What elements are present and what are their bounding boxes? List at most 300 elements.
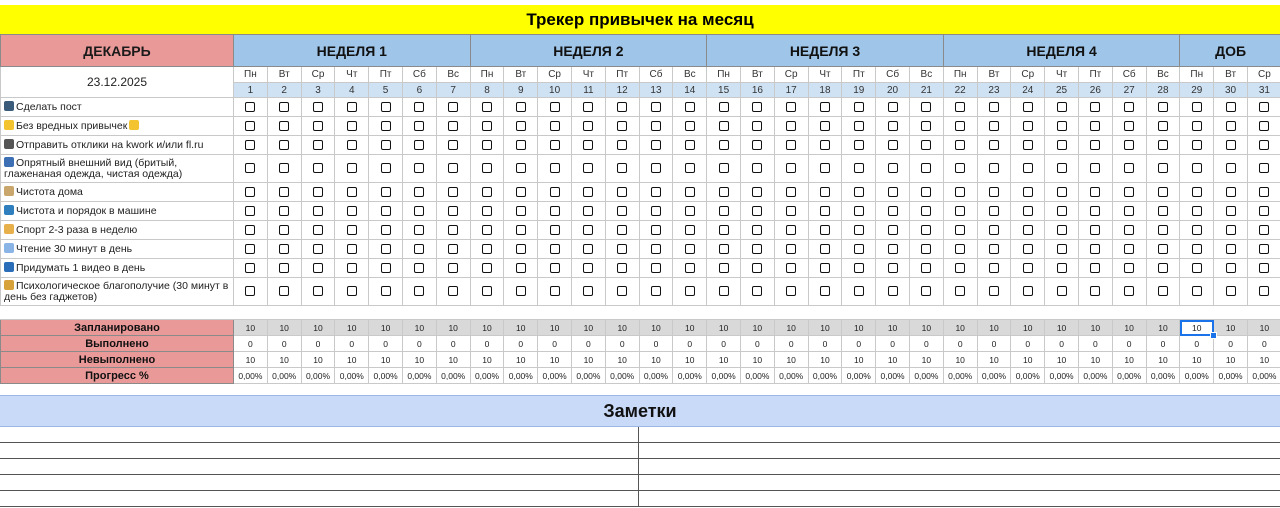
habit-checkbox[interactable] — [820, 225, 830, 235]
habit-checkbox[interactable] — [381, 225, 391, 235]
habit-checkbox[interactable] — [482, 206, 492, 216]
habit-checkbox[interactable] — [1057, 140, 1067, 150]
habit-checkbox[interactable] — [583, 244, 593, 254]
habit-checkbox[interactable] — [482, 121, 492, 131]
habit-checkbox[interactable] — [1090, 102, 1100, 112]
habit-checkbox[interactable] — [955, 244, 965, 254]
summary-value[interactable]: 0,00% — [267, 368, 301, 384]
summary-value[interactable]: 10 — [1247, 320, 1280, 336]
habit-checkbox[interactable] — [414, 187, 424, 197]
habit-checkbox[interactable] — [1124, 286, 1134, 296]
habit-checkbox[interactable] — [313, 263, 323, 273]
summary-value[interactable]: 0 — [470, 336, 504, 352]
habit-checkbox[interactable] — [1259, 206, 1269, 216]
note-cell-left[interactable] — [0, 443, 639, 458]
habit-checkbox[interactable] — [719, 102, 729, 112]
habit-checkbox[interactable] — [550, 206, 560, 216]
habit-checkbox[interactable] — [719, 187, 729, 197]
summary-value[interactable]: 0 — [1112, 336, 1146, 352]
summary-value[interactable]: 10 — [707, 320, 741, 336]
habit-checkbox[interactable] — [685, 121, 695, 131]
habit-checkbox[interactable] — [1259, 263, 1269, 273]
habit-checkbox[interactable] — [550, 163, 560, 173]
habit-checkbox[interactable] — [1158, 121, 1168, 131]
summary-value[interactable]: 10 — [1214, 352, 1248, 368]
habit-checkbox[interactable] — [1090, 263, 1100, 273]
habit-checkbox[interactable] — [448, 140, 458, 150]
habit-checkbox[interactable] — [313, 121, 323, 131]
summary-value[interactable]: 10 — [1112, 320, 1146, 336]
habit-checkbox[interactable] — [719, 206, 729, 216]
habit-checkbox[interactable] — [583, 121, 593, 131]
habit-checkbox[interactable] — [482, 244, 492, 254]
habit-checkbox[interactable] — [347, 121, 357, 131]
habit-checkbox[interactable] — [1124, 263, 1134, 273]
habit-checkbox[interactable] — [550, 121, 560, 131]
habit-checkbox[interactable] — [617, 187, 627, 197]
habit-checkbox[interactable] — [955, 102, 965, 112]
habit-checkbox[interactable] — [381, 102, 391, 112]
summary-value[interactable]: 0 — [943, 336, 977, 352]
summary-value[interactable]: 10 — [436, 352, 470, 368]
habit-checkbox[interactable] — [381, 206, 391, 216]
habit-checkbox[interactable] — [854, 263, 864, 273]
summary-value[interactable]: 10 — [1214, 320, 1248, 336]
habit-checkbox[interactable] — [313, 206, 323, 216]
habit-checkbox[interactable] — [381, 163, 391, 173]
habit-checkbox[interactable] — [989, 187, 999, 197]
habit-checkbox[interactable] — [313, 244, 323, 254]
habit-checkbox[interactable] — [1023, 286, 1033, 296]
habit-checkbox[interactable] — [1124, 187, 1134, 197]
habit-checkbox[interactable] — [1090, 206, 1100, 216]
habit-checkbox[interactable] — [719, 140, 729, 150]
note-cell-right[interactable] — [639, 475, 1280, 490]
habit-checkbox[interactable] — [617, 263, 627, 273]
summary-value[interactable]: 10 — [504, 320, 538, 336]
summary-value[interactable]: 0 — [1214, 336, 1248, 352]
habit-checkbox[interactable] — [854, 102, 864, 112]
habit-name-cell[interactable] — [1, 278, 234, 306]
habit-checkbox[interactable] — [1124, 121, 1134, 131]
summary-value[interactable]: 10 — [1011, 352, 1045, 368]
summary-value[interactable]: 10 — [571, 320, 605, 336]
summary-value[interactable]: 0 — [1247, 336, 1280, 352]
habit-checkbox[interactable] — [752, 263, 762, 273]
summary-value[interactable]: 0,00% — [1146, 368, 1180, 384]
habit-checkbox[interactable] — [1158, 206, 1168, 216]
habit-checkbox[interactable] — [854, 187, 864, 197]
habit-checkbox[interactable] — [1124, 206, 1134, 216]
summary-value[interactable]: 0 — [707, 336, 741, 352]
habit-checkbox[interactable] — [854, 140, 864, 150]
summary-value[interactable]: 0 — [808, 336, 842, 352]
habit-checkbox[interactable] — [279, 121, 289, 131]
habit-checkbox[interactable] — [955, 140, 965, 150]
summary-value[interactable]: 0 — [538, 336, 572, 352]
habit-checkbox[interactable] — [448, 206, 458, 216]
habit-checkbox[interactable] — [516, 244, 526, 254]
habit-checkbox[interactable] — [820, 163, 830, 173]
habit-checkbox[interactable] — [786, 187, 796, 197]
summary-value[interactable]: 10 — [402, 320, 436, 336]
summary-value[interactable]: 10 — [234, 352, 268, 368]
habit-checkbox[interactable] — [921, 263, 931, 273]
habit-checkbox[interactable] — [1158, 263, 1168, 273]
summary-value[interactable]: 10 — [1078, 320, 1112, 336]
summary-value[interactable]: 0 — [909, 336, 943, 352]
summary-value[interactable]: 10 — [436, 320, 470, 336]
habit-checkbox[interactable] — [719, 244, 729, 254]
habit-checkbox[interactable] — [752, 121, 762, 131]
habit-checkbox[interactable] — [786, 206, 796, 216]
habit-checkbox[interactable] — [1090, 187, 1100, 197]
date-cell[interactable]: 23.12.2025 — [1, 67, 234, 98]
summary-value[interactable]: 10 — [1146, 352, 1180, 368]
note-line[interactable] — [0, 491, 1280, 507]
habit-checkbox[interactable] — [448, 225, 458, 235]
note-cell-left[interactable] — [0, 459, 639, 474]
habit-checkbox[interactable] — [347, 286, 357, 296]
habit-checkbox[interactable] — [279, 102, 289, 112]
habit-checkbox[interactable] — [482, 102, 492, 112]
summary-value[interactable]: 0,00% — [876, 368, 910, 384]
habit-checkbox[interactable] — [752, 244, 762, 254]
habit-checkbox[interactable] — [1259, 163, 1269, 173]
habit-name-cell[interactable] — [1, 98, 234, 117]
habit-checkbox[interactable] — [482, 225, 492, 235]
habit-checkbox[interactable] — [651, 102, 661, 112]
habit-checkbox[interactable] — [989, 286, 999, 296]
habit-checkbox[interactable] — [1023, 206, 1033, 216]
habit-checkbox[interactable] — [1023, 163, 1033, 173]
habit-checkbox[interactable] — [482, 187, 492, 197]
summary-value[interactable]: 10 — [740, 320, 774, 336]
habit-checkbox[interactable] — [1057, 102, 1067, 112]
habit-checkbox[interactable] — [381, 286, 391, 296]
habit-checkbox[interactable] — [347, 163, 357, 173]
habit-checkbox[interactable] — [921, 187, 931, 197]
habit-checkbox[interactable] — [245, 244, 255, 254]
note-cell-left[interactable] — [0, 427, 639, 442]
summary-value[interactable]: 0 — [301, 336, 335, 352]
habit-checkbox[interactable] — [955, 121, 965, 131]
summary-value[interactable]: 10 — [740, 352, 774, 368]
habit-checkbox[interactable] — [1192, 206, 1202, 216]
habit-checkbox[interactable] — [989, 225, 999, 235]
summary-value[interactable]: 0,00% — [605, 368, 639, 384]
summary-value[interactable]: 10 — [943, 352, 977, 368]
summary-value[interactable]: 10 — [1112, 352, 1146, 368]
habit-checkbox[interactable] — [921, 225, 931, 235]
habit-checkbox[interactable] — [1124, 225, 1134, 235]
habit-checkbox[interactable] — [381, 187, 391, 197]
summary-value[interactable]: 10 — [335, 320, 369, 336]
habit-checkbox[interactable] — [786, 244, 796, 254]
habit-checkbox[interactable] — [888, 163, 898, 173]
habit-checkbox[interactable] — [516, 187, 526, 197]
habit-checkbox[interactable] — [888, 263, 898, 273]
summary-value[interactable]: 0,00% — [842, 368, 876, 384]
summary-value[interactable]: 0,00% — [470, 368, 504, 384]
summary-value[interactable]: 0,00% — [808, 368, 842, 384]
habit-checkbox[interactable] — [1259, 187, 1269, 197]
selected-cell[interactable]: 10 — [1180, 320, 1214, 336]
habit-checkbox[interactable] — [1090, 163, 1100, 173]
summary-value[interactable]: 0,00% — [571, 368, 605, 384]
habit-checkbox[interactable] — [1158, 244, 1168, 254]
habit-checkbox[interactable] — [955, 163, 965, 173]
habit-checkbox[interactable] — [685, 206, 695, 216]
habit-checkbox[interactable] — [1192, 121, 1202, 131]
summary-value[interactable]: 0 — [335, 336, 369, 352]
note-cell-left[interactable] — [0, 475, 639, 490]
habit-checkbox[interactable] — [752, 187, 762, 197]
habit-checkbox[interactable] — [448, 244, 458, 254]
habit-checkbox[interactable] — [854, 206, 864, 216]
habit-checkbox[interactable] — [1057, 187, 1067, 197]
habit-checkbox[interactable] — [448, 286, 458, 296]
habit-checkbox[interactable] — [786, 286, 796, 296]
habit-checkbox[interactable] — [1226, 121, 1236, 131]
habit-checkbox[interactable] — [1226, 187, 1236, 197]
habit-checkbox[interactable] — [1090, 121, 1100, 131]
habit-checkbox[interactable] — [786, 121, 796, 131]
habit-checkbox[interactable] — [1192, 140, 1202, 150]
habit-checkbox[interactable] — [1259, 286, 1269, 296]
habit-checkbox[interactable] — [381, 244, 391, 254]
habit-checkbox[interactable] — [1124, 163, 1134, 173]
habit-checkbox[interactable] — [786, 163, 796, 173]
summary-value[interactable]: 0 — [876, 336, 910, 352]
summary-value[interactable]: 0,00% — [1214, 368, 1248, 384]
habit-checkbox[interactable] — [583, 286, 593, 296]
summary-value[interactable]: 10 — [707, 352, 741, 368]
summary-value[interactable]: 0 — [1045, 336, 1079, 352]
note-cell-left[interactable] — [0, 491, 639, 506]
habit-checkbox[interactable] — [685, 187, 695, 197]
summary-value[interactable]: 10 — [267, 320, 301, 336]
habit-checkbox[interactable] — [1158, 187, 1168, 197]
habit-checkbox[interactable] — [279, 187, 289, 197]
habit-checkbox[interactable] — [921, 121, 931, 131]
note-cell-right[interactable] — [639, 443, 1280, 458]
habit-checkbox[interactable] — [550, 263, 560, 273]
summary-value[interactable]: 10 — [774, 352, 808, 368]
habit-checkbox[interactable] — [1192, 244, 1202, 254]
habit-checkbox[interactable] — [820, 121, 830, 131]
summary-value[interactable]: 10 — [470, 352, 504, 368]
habit-checkbox[interactable] — [1023, 263, 1033, 273]
habit-checkbox[interactable] — [414, 163, 424, 173]
habit-checkbox[interactable] — [651, 286, 661, 296]
habit-checkbox[interactable] — [313, 102, 323, 112]
habit-checkbox[interactable] — [1259, 140, 1269, 150]
summary-value[interactable]: 10 — [571, 352, 605, 368]
summary-value[interactable]: 10 — [876, 352, 910, 368]
habit-checkbox[interactable] — [279, 225, 289, 235]
summary-value[interactable]: 10 — [538, 320, 572, 336]
habit-checkbox[interactable] — [245, 163, 255, 173]
habit-checkbox[interactable] — [1090, 140, 1100, 150]
habit-name-cell[interactable] — [1, 155, 234, 183]
habit-checkbox[interactable] — [989, 206, 999, 216]
habit-checkbox[interactable] — [414, 286, 424, 296]
habit-checkbox[interactable] — [550, 102, 560, 112]
habit-checkbox[interactable] — [516, 286, 526, 296]
habit-checkbox[interactable] — [482, 286, 492, 296]
summary-value[interactable]: 10 — [1146, 320, 1180, 336]
habit-checkbox[interactable] — [583, 263, 593, 273]
habit-name-cell[interactable] — [1, 259, 234, 278]
summary-value[interactable]: 10 — [774, 320, 808, 336]
habit-checkbox[interactable] — [752, 163, 762, 173]
habit-name-cell[interactable] — [1, 183, 234, 202]
selection-handle[interactable] — [1210, 332, 1217, 339]
summary-value[interactable]: 10 — [1078, 352, 1112, 368]
habit-checkbox[interactable] — [888, 140, 898, 150]
note-line[interactable] — [0, 443, 1280, 459]
habit-name-cell[interactable] — [1, 240, 234, 259]
summary-value[interactable]: 10 — [1045, 320, 1079, 336]
habit-checkbox[interactable] — [719, 286, 729, 296]
notes-area[interactable] — [0, 427, 1280, 507]
habit-checkbox[interactable] — [685, 102, 695, 112]
habit-checkbox[interactable] — [752, 206, 762, 216]
note-line[interactable] — [0, 475, 1280, 491]
habit-checkbox[interactable] — [550, 244, 560, 254]
habit-checkbox[interactable] — [617, 206, 627, 216]
habit-checkbox[interactable] — [347, 244, 357, 254]
habit-checkbox[interactable] — [888, 286, 898, 296]
habit-checkbox[interactable] — [414, 121, 424, 131]
summary-value[interactable]: 0 — [1146, 336, 1180, 352]
habit-checkbox[interactable] — [381, 263, 391, 273]
habit-checkbox[interactable] — [1226, 263, 1236, 273]
habit-name-cell[interactable] — [1, 221, 234, 240]
habit-checkbox[interactable] — [1192, 286, 1202, 296]
habit-checkbox[interactable] — [313, 163, 323, 173]
summary-value[interactable]: 10 — [402, 352, 436, 368]
habit-checkbox[interactable] — [617, 244, 627, 254]
habit-checkbox[interactable] — [279, 206, 289, 216]
habit-checkbox[interactable] — [516, 163, 526, 173]
habit-checkbox[interactable] — [1124, 244, 1134, 254]
summary-value[interactable]: 0,00% — [639, 368, 673, 384]
habit-checkbox[interactable] — [245, 206, 255, 216]
habit-checkbox[interactable] — [921, 163, 931, 173]
habit-checkbox[interactable] — [279, 263, 289, 273]
habit-checkbox[interactable] — [482, 263, 492, 273]
habit-checkbox[interactable] — [245, 102, 255, 112]
habit-checkbox[interactable] — [516, 225, 526, 235]
habit-checkbox[interactable] — [347, 187, 357, 197]
habit-checkbox[interactable] — [719, 121, 729, 131]
habit-checkbox[interactable] — [279, 244, 289, 254]
habit-checkbox[interactable] — [921, 206, 931, 216]
habit-checkbox[interactable] — [279, 140, 289, 150]
habit-checkbox[interactable] — [1023, 121, 1033, 131]
habit-checkbox[interactable] — [245, 121, 255, 131]
habit-checkbox[interactable] — [583, 225, 593, 235]
habit-checkbox[interactable] — [786, 140, 796, 150]
habit-checkbox[interactable] — [1057, 121, 1067, 131]
habit-checkbox[interactable] — [347, 263, 357, 273]
habit-checkbox[interactable] — [550, 140, 560, 150]
summary-value[interactable]: 10 — [673, 320, 707, 336]
summary-value[interactable]: 0,00% — [504, 368, 538, 384]
summary-value[interactable]: 0 — [402, 336, 436, 352]
habit-checkbox[interactable] — [583, 163, 593, 173]
summary-value[interactable]: 10 — [639, 320, 673, 336]
habit-checkbox[interactable] — [1023, 187, 1033, 197]
habit-checkbox[interactable] — [955, 263, 965, 273]
summary-value[interactable]: 0,00% — [977, 368, 1011, 384]
habit-checkbox[interactable] — [1259, 121, 1269, 131]
habit-checkbox[interactable] — [1057, 263, 1067, 273]
summary-value[interactable]: 10 — [808, 352, 842, 368]
habit-checkbox[interactable] — [381, 121, 391, 131]
habit-checkbox[interactable] — [651, 263, 661, 273]
summary-value[interactable]: 10 — [234, 320, 268, 336]
habit-checkbox[interactable] — [313, 225, 323, 235]
summary-value[interactable]: 0 — [842, 336, 876, 352]
habit-checkbox[interactable] — [1057, 163, 1067, 173]
summary-value[interactable]: 0,00% — [707, 368, 741, 384]
summary-value[interactable]: 0,00% — [774, 368, 808, 384]
habit-checkbox[interactable] — [279, 163, 289, 173]
note-cell-right[interactable] — [639, 491, 1280, 506]
habit-checkbox[interactable] — [1124, 140, 1134, 150]
summary-value[interactable]: 0 — [571, 336, 605, 352]
habit-checkbox[interactable] — [752, 286, 762, 296]
summary-value[interactable]: 0,00% — [1247, 368, 1280, 384]
habit-checkbox[interactable] — [617, 102, 627, 112]
habit-checkbox[interactable] — [414, 206, 424, 216]
summary-value[interactable]: 0 — [234, 336, 268, 352]
habit-checkbox[interactable] — [482, 163, 492, 173]
habit-checkbox[interactable] — [820, 286, 830, 296]
summary-value[interactable]: 0,00% — [335, 368, 369, 384]
habit-checkbox[interactable] — [820, 244, 830, 254]
summary-value[interactable]: 0 — [1011, 336, 1045, 352]
habit-checkbox[interactable] — [651, 244, 661, 254]
habit-checkbox[interactable] — [1057, 225, 1067, 235]
summary-value[interactable]: 0,00% — [1112, 368, 1146, 384]
habit-checkbox[interactable] — [685, 225, 695, 235]
habit-checkbox[interactable] — [651, 206, 661, 216]
habit-checkbox[interactable] — [854, 121, 864, 131]
habit-checkbox[interactable] — [245, 286, 255, 296]
habit-checkbox[interactable] — [245, 263, 255, 273]
summary-value[interactable]: 0 — [267, 336, 301, 352]
habit-checkbox[interactable] — [752, 140, 762, 150]
habit-checkbox[interactable] — [347, 225, 357, 235]
summary-value[interactable]: 0 — [673, 336, 707, 352]
habit-checkbox[interactable] — [617, 225, 627, 235]
habit-checkbox[interactable] — [719, 225, 729, 235]
habit-checkbox[interactable] — [1090, 286, 1100, 296]
summary-value[interactable]: 0 — [504, 336, 538, 352]
habit-checkbox[interactable] — [1023, 140, 1033, 150]
habit-checkbox[interactable] — [1226, 163, 1236, 173]
habit-checkbox[interactable] — [583, 140, 593, 150]
habit-checkbox[interactable] — [550, 286, 560, 296]
summary-value[interactable]: 10 — [673, 352, 707, 368]
note-line[interactable] — [0, 459, 1280, 475]
habit-checkbox[interactable] — [820, 187, 830, 197]
habit-checkbox[interactable] — [786, 263, 796, 273]
